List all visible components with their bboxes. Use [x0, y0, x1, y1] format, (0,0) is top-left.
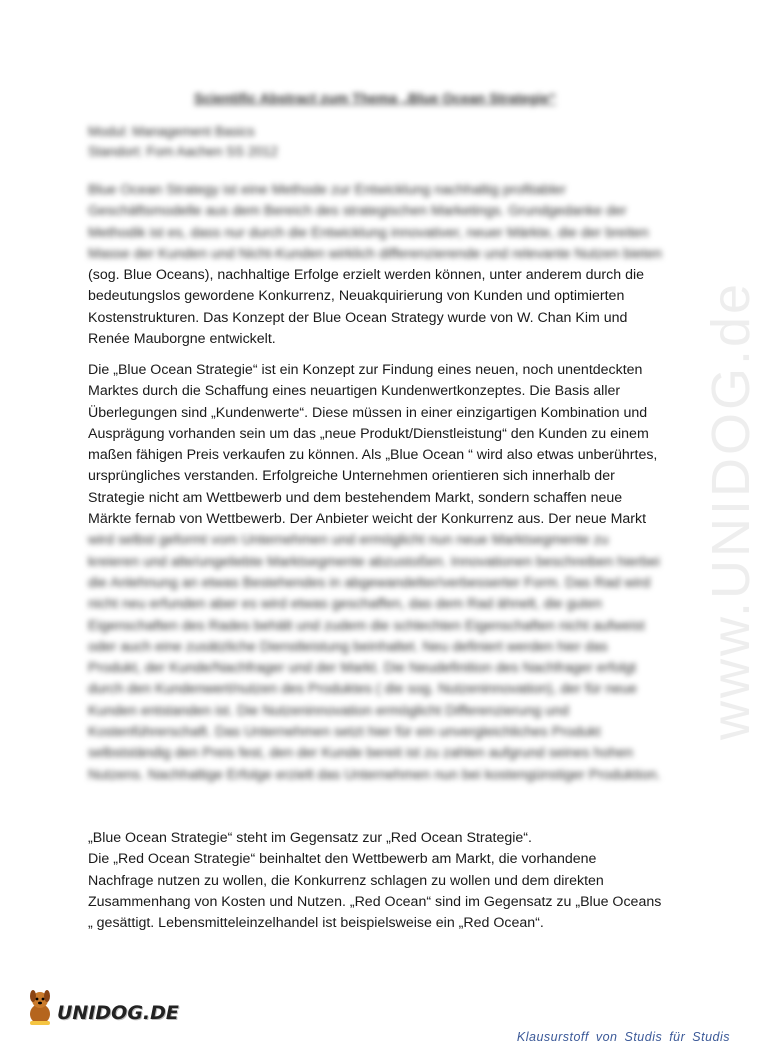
paragraph-red-ocean-line1: „Blue Ocean Strategie“ steht im Gegensatz zur „Red Ocean Strategie“.	[88, 830, 532, 846]
paragraph-red-ocean-rest: Die „Red Ocean Strategie“ beinhaltet den Wettbewerb am Markt, die vorhandene Nachfrage nutzen zu wollen, die Konkurrenz schlagen zu wollen und dem direkten Zusammenhang von Kosten und Nutzen. „Red Ocean“ sind im Gegensatz zu „Blue Oceans „ gesättigt. Lebensmitteleinzelhandel ist beispielsweise ein „Red Ocean“.	[88, 851, 662, 932]
module-line: Modul: Management Basics	[88, 124, 255, 139]
logo-text: UNIDOG.DE	[57, 1002, 179, 1024]
paragraph-concept	[88, 360, 663, 786]
dog-mascot-icon	[25, 988, 55, 1026]
footer-tagline: Klausurstoff von Studis für Studis	[516, 1030, 730, 1044]
unidog-logo[interactable]	[25, 988, 179, 1026]
document-title: Scientific Abstract zum Thema „Blue Ocean Strategie“	[193, 90, 557, 106]
paragraph-intro-blurred: Blue Ocean Strategy ist eine Methode zur Entwicklung nachhaltig profitabler Geschäftsmodelle aus dem Bereich des strategischen Marketings. Grundgedanke der Methodik ist es, dass nur durch die Entwicklung innovativer, neuer Märkte, die der breiten Masse der Kunden und Nicht-Kunden wirklich differenzierende und relevante Nutzen bieten	[88, 182, 662, 262]
location-line: Standort: Fom Aachen SS 2012	[88, 144, 278, 159]
paragraph-concept-blurred: wird selbst geformt vom Unternehmen und ermöglicht nun neue Marktsegmente zu kreieren und alte/ungeliebte Marktsegmente abzustoßen. Innovationen beschreiben hierbei die Anlehnung an etwas Bestehendes in abgewandelter/verbesserter Form. Das Rad wird nicht neu erfunden aber es wird etwas geschaffen, das dem Rad ähnelt, die guten Eigenschaften des Rades behält und zudem die schlechten Eigenschaften nicht aufweist oder auch eine zusätzliche Dienstleistung beinhaltet. Neu definiert werden hier das Produkt, der Kunde/Nachfrager und der Markt. Die Neudefinition des Nachfrager erfolgt durch den Kundenwert/nutzen des Produktes ( die sog. Nutzeninnovation), der für neue Kunden entstanden ist. Die Nutzeninnovation ermöglicht Differenzierung und Kostenführerschaft. Das Unternehmen setzt hier für ein unvergleichliches Produkt selbstständig den Preis fest, den der Kunde bereit ist zu zahlen aufgrund seines hohen Nutzens. Nachhaltige Erfolge erzielt das Unternehmen nun bei kostengünstiger Produktion.	[88, 532, 661, 783]
document-meta	[88, 122, 278, 162]
paragraph-red-ocean	[88, 828, 663, 934]
paragraph-intro	[88, 180, 663, 350]
watermark: www.UNIDOG.de	[701, 280, 761, 740]
paragraph-intro-visible: (sog. Blue Oceans), nachhaltige Erfolge erzielt werden können, unter anderem durch die bedeutungslos gewordene Konkurrenz, Neuakquirierung von Kunden und optimierten Kostenstrukturen. Das Konzept der Blue Ocean Strategy wurde von W. Chan Kim und Renée Mauborgne entwickelt.	[88, 267, 645, 348]
paragraph-concept-visible: Die „Blue Ocean Strategie“ ist ein Konzept zur Findung eines neuen, noch unentdeckten Marktes durch die Schaffung eines neuartigen Kundenwertkonzeptes. Die Basis aller Überlegungen sind „Kundenwerte“. Diese müssen in einer einzigartigen Kombination und Ausprägung vorhanden sein um das „neue Produkt/Dienstleistung“ den Kunden zu einem maßen fähigen Preis verkaufen zu können. Als „Blue Ocean “ wird also etwas unberührtes, ursprüngliches verstanden. Erfolgreiche Unternehmen orientieren sich innerhalb der Strategie nicht am Wettbewerb und dem bestehendem Markt, sondern schaffen neue Märkte fernab von Wettbewerb. Der Anbieter weicht der Konkurrenz aus. Der neue Markt	[88, 362, 658, 528]
